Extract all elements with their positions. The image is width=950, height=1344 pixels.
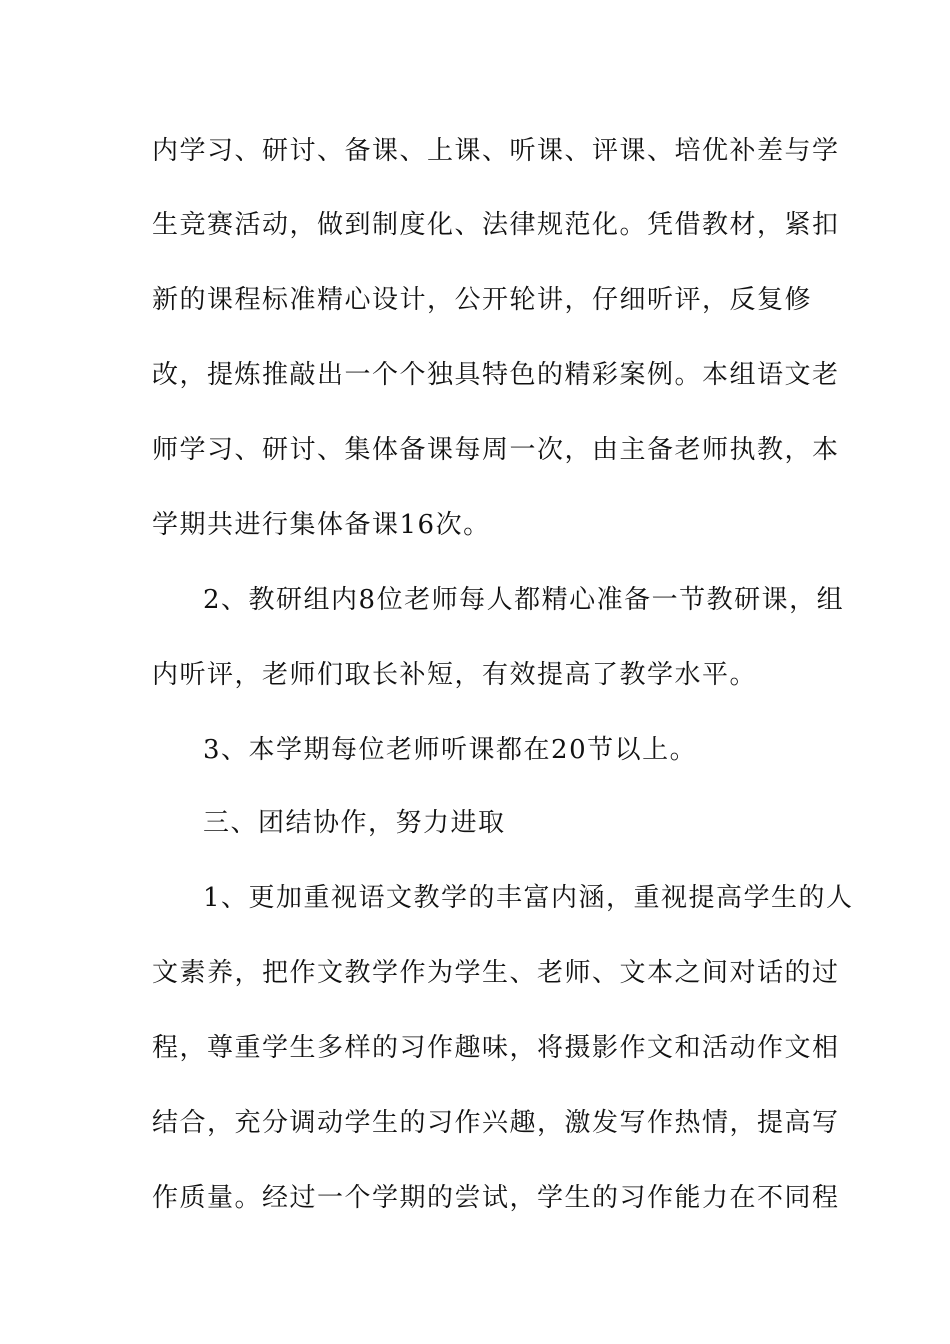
text-line-13: 程，尊重学生多样的习作趣味，将摄影作文和活动作文相 bbox=[152, 1033, 840, 1063]
text-line-3: 新的课程标准精心设计，公开轮讲，仔细听评，反复修 bbox=[152, 285, 813, 315]
text-line-14: 结合，充分调动学生的习作兴趣，激发写作热情，提高写 bbox=[152, 1108, 840, 1138]
section-heading: 三、团结协作，努力进取 bbox=[203, 808, 506, 838]
text-line-11: 1、更加重视语文教学的丰富内涵，重视提高学生的人 bbox=[203, 883, 854, 913]
text-line-1: 内学习、研讨、备课、上课、听课、评课、培优补差与学 bbox=[152, 136, 840, 166]
text-line-9: 3、本学期每位老师听课都在20节以上。 bbox=[203, 735, 698, 765]
text-line-2: 生竞赛活动，做到制度化、法律规范化。凭借教材，紧扣 bbox=[152, 210, 840, 240]
text-line-7: 2、教研组内8位老师每人都精心准备一节教研课，组 bbox=[203, 585, 845, 615]
text-line-6: 学期共进行集体备课16次。 bbox=[152, 510, 491, 540]
text-line-5: 师学习、研讨、集体备课每周一次，由主备老师执教，本 bbox=[152, 435, 840, 465]
text-line-4: 改，提炼推敲出一个个独具特色的精彩案例。本组语文老 bbox=[152, 360, 840, 390]
text-line-15: 作质量。经过一个学期的尝试，学生的习作能力在不同程 bbox=[152, 1183, 840, 1213]
text-line-12: 文素养，把作文教学作为学生、老师、文本之间对话的过 bbox=[152, 958, 840, 988]
text-line-8: 内听评，老师们取长补短，有效提高了教学水平。 bbox=[152, 660, 758, 690]
